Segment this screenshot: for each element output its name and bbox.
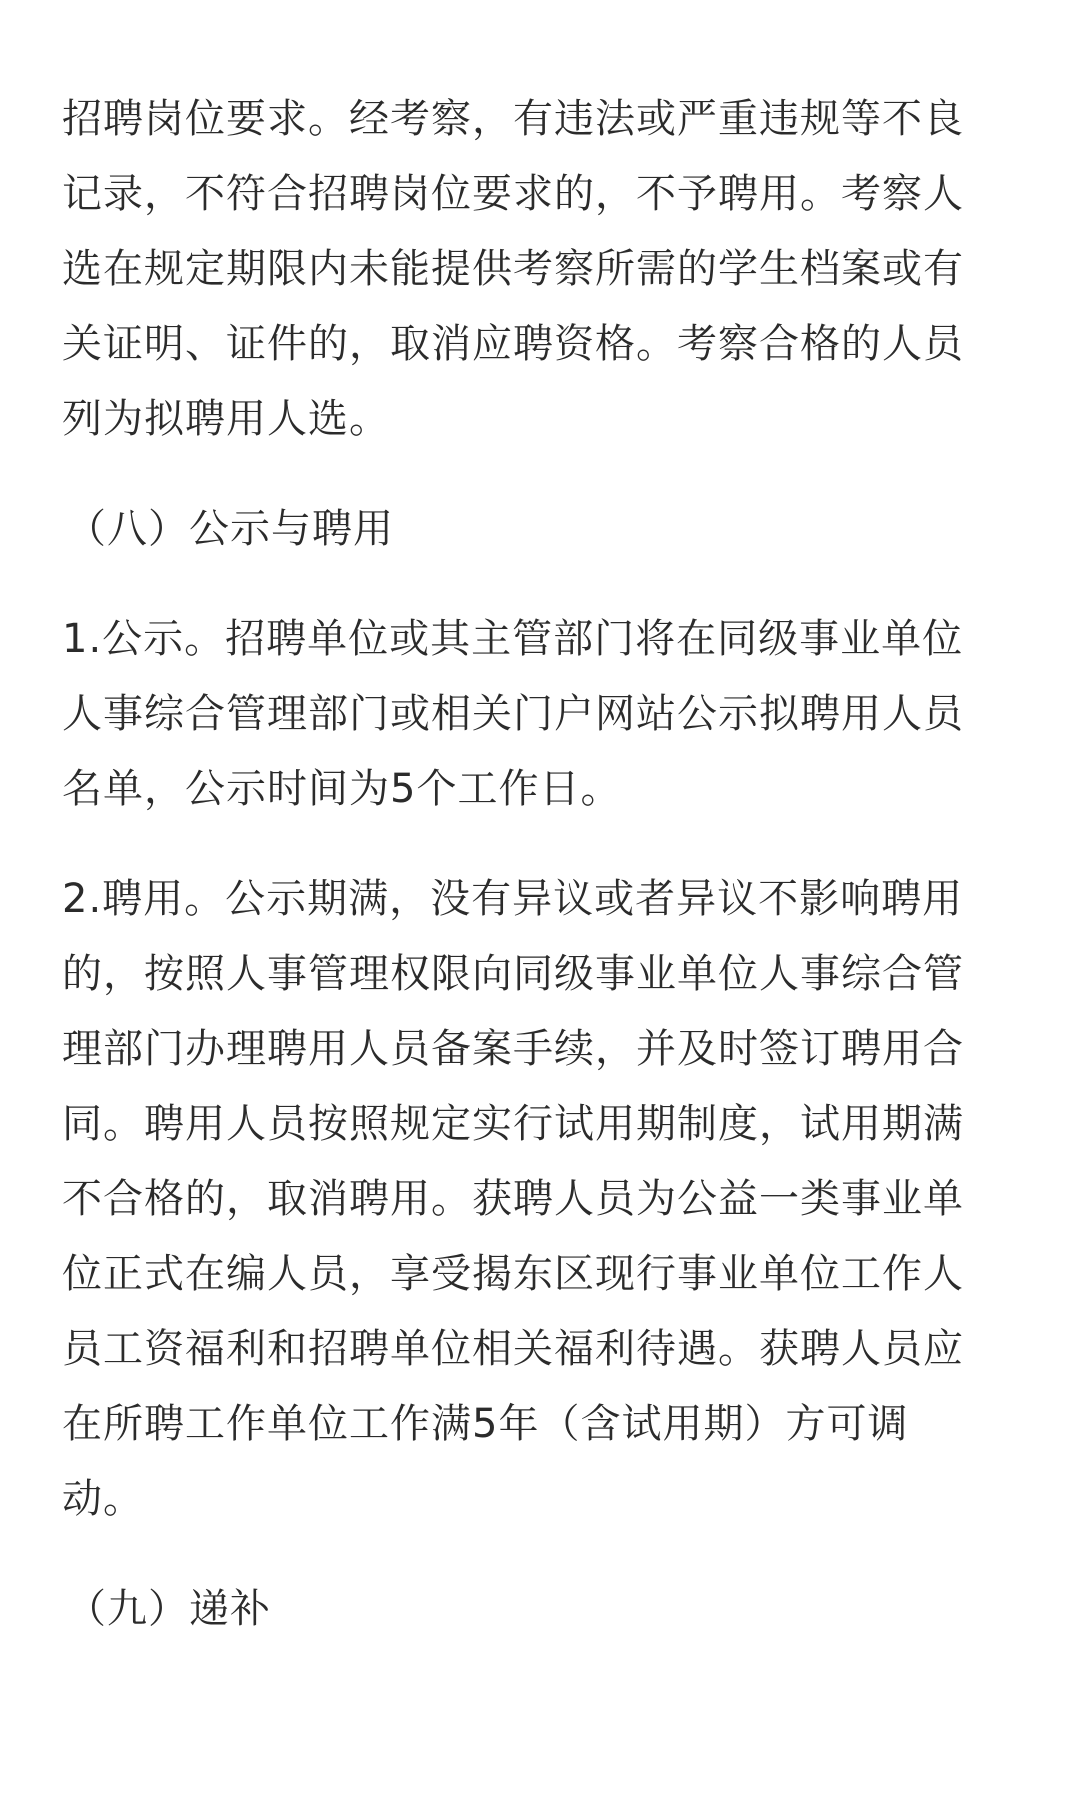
text-line: 记录，不符合招聘岗位要求的，不予聘用。考察人	[62, 171, 964, 217]
text-line: 理部门办理聘用人员备案手续，并及时签订聘用合	[62, 1026, 964, 1072]
text-line: 员工资福利和招聘单位相关福利待遇。获聘人员应	[62, 1326, 964, 1372]
text-line: 动。	[62, 1476, 144, 1522]
text-line: 不合格的，取消聘用。获聘人员为公益一类事业单	[62, 1176, 964, 1222]
paragraph-employment	[62, 862, 1022, 1537]
section-heading-text: （九）递补	[66, 1586, 271, 1632]
section-heading-text: （八）公示与聘用	[66, 506, 394, 552]
text-line: 选在规定期限内未能提供考察所需的学生档案或有	[62, 246, 964, 292]
text-line: 位正式在编人员，享受揭东区现行事业单位工作人	[62, 1251, 964, 1297]
section-heading-publicity-and-hiring	[62, 492, 1022, 567]
paragraph-hiring-inspection	[62, 82, 1022, 457]
text-line: 招聘岗位要求。经考察，有违法或严重违规等不良	[62, 96, 964, 142]
text-line: 在所聘工作单位工作满5年（含试用期）方可调	[62, 1401, 909, 1447]
section-heading-replacement	[62, 1572, 1022, 1647]
text-line: 同。聘用人员按照规定实行试用期制度，试用期满	[62, 1101, 964, 1147]
text-line: 关证明、证件的，取消应聘资格。考察合格的人员	[62, 321, 964, 367]
paragraph-publicity	[62, 602, 1022, 827]
text-line: 名单，公示时间为5个工作日。	[62, 766, 622, 812]
text-line: 的，按照人事管理权限向同级事业单位人事综合管	[62, 951, 964, 997]
text-line: 人事综合管理部门或相关门户网站公示拟聘用人员	[62, 691, 964, 737]
text-line: 2.聘用。公示期满，没有异议或者异议不影响聘用	[62, 876, 964, 922]
text-line: 列为拟聘用人选。	[62, 396, 390, 442]
text-line: 1.公示。招聘单位或其主管部门将在同级事业单位	[62, 616, 964, 662]
article-body	[62, 82, 1022, 1647]
